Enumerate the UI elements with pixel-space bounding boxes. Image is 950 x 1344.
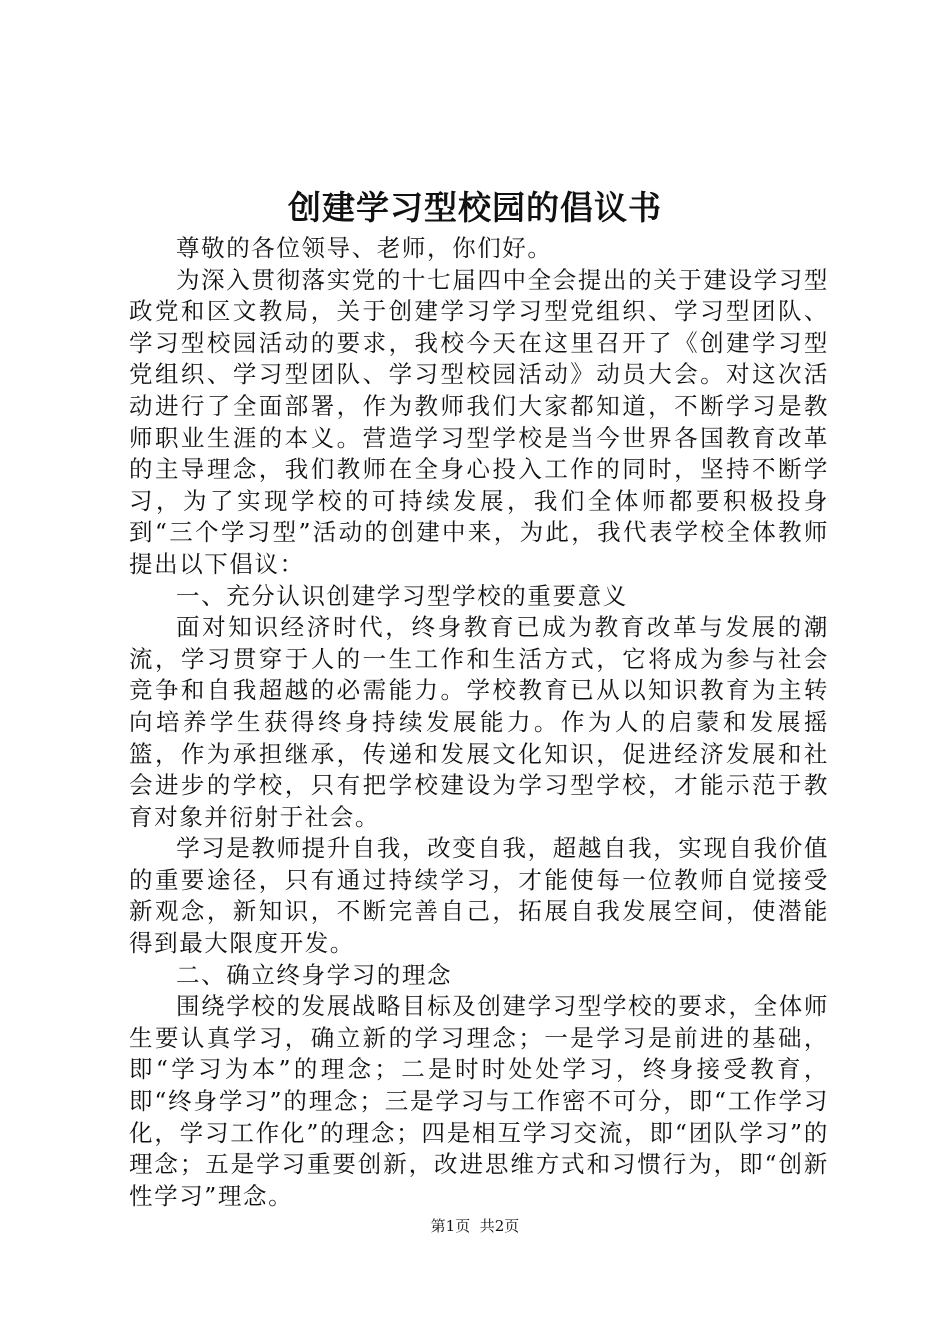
section-2-paragraph-1: 围绕学校的发展战略目标及创建学习型学校的要求，全体师生要认真学习，确立新的学习理念；一是学习是前进的基础，即“学习为本”的理念；二是时时处处学习，终身接受教育，即“终身学习”的理念；三是学习与工作密不可分，即“工作学习化，学习工作化”的理念；四是相互学习交流，即“团队学习”的理念；五是学习重要创新，改进思维方式和习惯行为，即“创新性学习”理念。 — [129, 992, 829, 1210]
section-1-paragraph-2: 学习是教师提升自我，改变自我，超越自我，实现自我价值的重要途径，只有通过持续学习，才能使每一位教师自觉接受新观念，新知识，不断完善自己，拓展自我发展空间，使潜能得到最大限度开发。 — [129, 834, 829, 958]
intro-paragraph: 为深入贯彻落实党的十七届四中全会提出的关于建设学习型政党和区文教局，关于创建学习学习型党组织、学习型团队、学习型校园活动的要求，我校今天在这里召开了《创建学习型党组织、学习型团队、学习型校园活动》动员大会。对这次活动进行了全面部署，作为教师我们大家都知道，不断学习是教师职业生涯的本义。营造学习型学校是当今世界各国教育改革的主导理念，我们教师在全身心投入工作的同时，坚持不断学习，为了实现学校的可持续发展，我们全体师都要积极投身到“三个学习型”活动的创建中来，为此，我代表学校全体教师提出以下倡议： — [129, 265, 829, 578]
section-1-paragraph-1: 面对知识经济时代，终身教育已成为教育改革与发展的潮流，学习贯穿于人的一生工作和生活方式，它将成为参与社会竞争和自我超越的必需能力。学校教育已从以知识教育为主转向培养学生获得终身持续发展能力。作为人的启蒙和发展摇篮，作为承担继承，传递和发展文化知识，促进经济发展和社会进步的学校，只有把学校建设为学习型学校，才能示范于教育对象并衍射于社会。 — [129, 613, 829, 831]
page-total: 共2页 — [479, 1217, 520, 1235]
document-body — [129, 233, 829, 1212]
document-title: 创建学习型校园的倡议书 — [288, 188, 662, 227]
page-footer — [0, 1215, 950, 1237]
salutation: 尊敬的各位领导、老师，你们好。 — [176, 234, 553, 262]
section-heading-1: 一、充分认识创建学习型学校的重要意义 — [176, 581, 628, 610]
page-number: 第1页 — [430, 1217, 471, 1235]
section-heading-2: 二、确立终身学习的理念 — [176, 960, 453, 989]
footer-spacer — [470, 1217, 480, 1235]
